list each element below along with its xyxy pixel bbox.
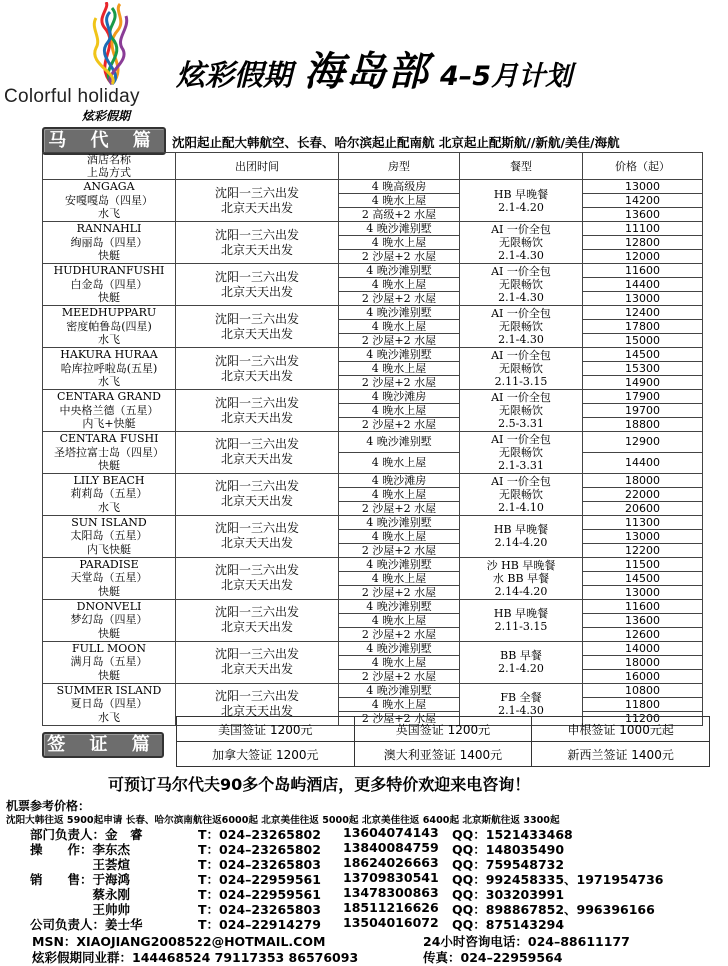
departure-line: 沈阳一三六出发	[214, 647, 299, 661]
hotel-en: FULL MOON	[72, 641, 146, 655]
meal-line: 2.1-4.30	[498, 249, 544, 262]
airfare-line: 沈阳大韩往返 5900起申请 长春、哈尔滨南航往返6000起 北京美佳往返 5000起 北京美佳往返 6400起 北京斯航往返 3300起	[6, 815, 560, 826]
departure-cell	[176, 432, 339, 474]
meal-cell	[460, 390, 583, 432]
departure-cell	[176, 515, 339, 557]
contact-qq: QQ：1521433468	[452, 827, 573, 842]
visa-price-table	[176, 716, 710, 767]
hotel-cn: 满月岛（五星）	[70, 655, 148, 668]
departure-line: 北京天天出发	[220, 536, 293, 550]
hotel-cell	[43, 222, 176, 264]
price: 11200	[583, 711, 703, 725]
price: 13600	[583, 208, 703, 222]
hotel-transfer: 快艇	[98, 668, 120, 682]
meal-line: 无限畅饮	[499, 487, 543, 501]
contact-person: 销 售：于海鸿	[30, 872, 131, 887]
departure-cell	[176, 473, 339, 515]
hotel-en: SUMMER ISLAND	[56, 683, 162, 697]
hotel-cn: 安嘎嘎岛（四星）	[65, 193, 153, 207]
departure-line: 沈阳一三六出发	[214, 269, 299, 284]
meal-line: AI 一价全包	[491, 349, 551, 362]
contact-mobile: 13504016072	[343, 915, 439, 930]
room-type: 4 晚沙滩别墅	[339, 599, 460, 613]
price: 18000	[583, 473, 703, 487]
room-type: 2 沙屋+2 水屋	[339, 292, 460, 306]
price: 12900	[583, 432, 703, 453]
meal-line: 水 BB 早餐	[492, 571, 550, 585]
table-row	[43, 599, 703, 613]
section-tag-visa: 签 证 篇	[42, 732, 164, 758]
table-row	[43, 390, 703, 404]
table-row	[43, 641, 703, 655]
departure-line: 北京天天出发	[220, 326, 293, 341]
meal-line: 2.1-4.30	[498, 333, 544, 346]
hotel-cell	[43, 473, 176, 515]
hotel-cell	[43, 180, 176, 222]
meal-line: HB 早晚餐	[493, 607, 549, 620]
hotel-table-body	[43, 180, 703, 726]
visa-cell: 美国签证 1200元	[177, 717, 355, 742]
meal-line: AI 一价全包	[491, 474, 551, 488]
meal-line: 无限畅饮	[499, 362, 543, 375]
departure-line: 北京天天出发	[220, 494, 293, 508]
price: 12600	[583, 627, 703, 641]
contact-person: 王帅帅	[30, 902, 131, 917]
promo-banner: 可预订马尔代夫90多个岛屿酒店，更多特价欢迎来电咨询！	[108, 775, 531, 794]
room-type: 2 沙屋+2 水屋	[339, 501, 460, 515]
hotel-cn: 太阳岛（五星）	[70, 529, 148, 542]
hotel-cell	[43, 432, 176, 474]
price: 13000	[583, 585, 703, 599]
price: 12200	[583, 543, 703, 557]
meal-line: 无限畅饮	[499, 236, 543, 249]
meal-line: 2.1-4.30	[498, 704, 544, 717]
table-row	[43, 557, 703, 571]
meal-line: AI 一价全包	[491, 432, 551, 446]
room-type: 2 沙屋+2 水屋	[339, 669, 460, 683]
meal-cell	[460, 180, 583, 222]
table-row	[43, 306, 703, 320]
price: 20600	[583, 501, 703, 515]
table-row	[43, 264, 703, 278]
table-row	[43, 348, 703, 362]
price: 11100	[583, 222, 703, 236]
visa-cell: 澳大利亚签证 1400元	[354, 742, 532, 767]
hotel-en: HAKURA HURAA	[60, 348, 158, 361]
meal-cell	[460, 432, 583, 474]
price: 11600	[583, 599, 703, 613]
departure-cell	[176, 390, 339, 432]
price: 14500	[583, 348, 703, 362]
price: 18800	[583, 418, 703, 432]
room-type: 4 晚水上屋	[339, 655, 460, 669]
contact-mobile: 13604074143	[343, 825, 439, 840]
contact-mobile: 18624026663	[343, 855, 439, 870]
hotel-cn: 白金岛（四星）	[70, 277, 148, 291]
departure-cell	[176, 264, 339, 306]
departure-line: 沈阳一三六出发	[214, 227, 299, 242]
room-type: 4 晚沙滩别墅	[339, 515, 460, 529]
airfare-label: 机票参考价格：	[6, 799, 91, 813]
contact-person: 公司负责人：姜士华	[30, 917, 143, 932]
price: 15300	[583, 362, 703, 376]
meal-line: 2.1-4.10	[498, 500, 544, 514]
departure-cell	[176, 641, 339, 683]
title-part2: 海岛部	[304, 49, 431, 95]
room-type: 4 晚水上屋	[339, 487, 460, 501]
price: 14900	[583, 376, 703, 390]
contact-mobile: 13709830541	[343, 870, 439, 885]
meal-line: 2.1-4.20	[498, 200, 544, 214]
room-type: 4 晚水上屋	[339, 571, 460, 585]
meal-line: AI 一价全包	[491, 391, 551, 404]
meal-line: HB 早晚餐	[493, 523, 549, 536]
room-type: 4 晚水上屋	[339, 697, 460, 711]
hotel-transfer: 内飞快艇	[87, 542, 131, 556]
departure-line: 北京天天出发	[220, 284, 293, 299]
table-row	[43, 222, 703, 236]
contact-tel: T：024–23265802	[198, 842, 321, 857]
departure-line: 沈阳一三六出发	[214, 353, 299, 368]
room-type: 4 晚沙滩别墅	[339, 264, 460, 278]
hotline: 24小时咨询电话：024–88611177	[423, 934, 630, 949]
hotel-cn: 莉莉岛（五星）	[70, 487, 148, 500]
title-part3: 4–5月计划	[440, 61, 573, 92]
room-type: 4 晚沙滩别墅	[339, 432, 460, 453]
departure-line: 北京天天出发	[220, 704, 293, 718]
page-title	[176, 40, 572, 97]
header-room: 房型	[339, 153, 460, 180]
price: 16000	[583, 669, 703, 683]
meal-line: 2.1-4.20	[498, 662, 544, 675]
departure-line: 沈阳一三六出发	[214, 563, 299, 577]
room-type: 4 晚水上屋	[339, 404, 460, 418]
price: 22000	[583, 487, 703, 501]
meal-line: 无限畅饮	[499, 278, 543, 291]
room-type: 4 晚沙滩别墅	[339, 683, 460, 697]
visa-cell: 申根签证 1000元起	[532, 717, 710, 742]
header-departure: 出团时间	[176, 153, 339, 180]
room-type: 4 晚沙滩别墅	[339, 348, 460, 362]
room-type: 4 晚沙滩房	[339, 473, 460, 487]
room-type: 4 晚水上屋	[339, 613, 460, 627]
meal-cell	[460, 641, 583, 683]
departure-line: 北京天天出发	[220, 662, 293, 676]
departure-cell	[176, 348, 339, 390]
hotel-transfer: 水飞	[98, 333, 120, 346]
contact-qq: QQ：992458335、1971954736	[452, 872, 664, 887]
table-header-row	[43, 153, 703, 180]
hotel-cell	[43, 599, 176, 641]
room-type: 4 晚沙滩别墅	[339, 222, 460, 236]
room-type: 4 晚沙滩别墅	[339, 306, 460, 320]
fax: 传真：024–22959564	[423, 950, 563, 965]
room-type: 2 沙屋+2 水屋	[339, 627, 460, 641]
price: 10800	[583, 683, 703, 697]
meal-line: 沙 HB 早晚餐	[486, 558, 556, 572]
contact-qq: QQ：875143294	[452, 917, 565, 932]
price: 13000	[583, 180, 703, 194]
room-type: 2 沙屋+2 水屋	[339, 711, 460, 725]
hotel-cell	[43, 390, 176, 432]
price: 12000	[583, 250, 703, 264]
departure-line: 北京天天出发	[220, 368, 293, 383]
flame-logo-icon	[82, 2, 140, 86]
meal-line: HB 早晚餐	[493, 187, 549, 201]
brand-name-en: Colorful holiday	[4, 86, 140, 107]
table-row	[43, 432, 703, 453]
contact-mobile: 18511216626	[343, 900, 439, 915]
hotel-en: MEEDHUPPARU	[61, 306, 157, 319]
price: 11500	[583, 557, 703, 571]
meal-cell	[460, 557, 583, 599]
brand-name-cn: 炫彩假期	[82, 109, 131, 123]
contact-mobile: 13840084759	[343, 840, 439, 855]
header-price: 价格（起）	[583, 153, 703, 180]
departure-line: 沈阳一三六出发	[214, 521, 299, 535]
departure-line: 北京天天出发	[220, 578, 293, 592]
hotel-transfer: 内飞+快艇	[82, 417, 136, 430]
header-meal: 餐型	[460, 153, 583, 180]
hotel-en: ANGAGA	[83, 180, 135, 193]
hotel-cell	[43, 641, 176, 683]
price: 14000	[583, 641, 703, 655]
hotel-cn: 圣塔拉富士岛（四星）	[54, 445, 164, 459]
price: 12400	[583, 306, 703, 320]
hotel-cn: 密度帕鲁岛(四星)	[66, 319, 152, 333]
table-row	[43, 473, 703, 487]
price: 15000	[583, 334, 703, 348]
hotel-en: SUN ISLAND	[71, 515, 147, 529]
price: 14500	[583, 571, 703, 585]
meal-cell	[460, 473, 583, 515]
hotel-transfer: 快艇	[98, 584, 120, 598]
table-row	[43, 683, 703, 697]
departure-line: 沈阳一三六出发	[214, 437, 299, 452]
meal-line: FB 全餐	[500, 691, 542, 704]
meal-cell	[460, 599, 583, 641]
hotel-cn: 夏日岛（四星）	[70, 697, 148, 710]
partner-group: 炫彩假期同业群：144468524 79117353 86576093	[32, 950, 359, 965]
price: 17900	[583, 390, 703, 404]
contact-tel: T：024–22914279	[198, 917, 321, 932]
contact-person: 部门负责人：金 睿	[30, 827, 143, 842]
room-type: 2 沙屋+2 水屋	[339, 543, 460, 557]
price: 13000	[583, 292, 703, 306]
meal-line: 无限畅饮	[499, 320, 543, 333]
meal-cell	[460, 222, 583, 264]
contact-tel: T：024–22959561	[198, 887, 321, 902]
departure-line: 沈阳一三六出发	[214, 605, 299, 619]
room-type: 2 沙屋+2 水屋	[339, 418, 460, 432]
departure-line: 北京天天出发	[220, 200, 293, 215]
price: 11300	[583, 515, 703, 529]
contact-tel: T：024–22959561	[198, 872, 321, 887]
room-type: 4 晚沙滩房	[339, 390, 460, 404]
hotel-cell	[43, 515, 176, 557]
meal-line: 2.1-3.31	[498, 458, 544, 472]
price: 13600	[583, 613, 703, 627]
meal-line: AI 一价全包	[491, 265, 551, 278]
meal-cell	[460, 264, 583, 306]
room-type: 2 沙屋+2 水屋	[339, 585, 460, 599]
price: 18000	[583, 655, 703, 669]
meal-line: 2.11-3.15	[494, 620, 548, 633]
meal-cell	[460, 348, 583, 390]
section-tag-maldives: 马 代 篇	[42, 127, 166, 155]
visa-cell: 英国签证 1200元	[354, 717, 532, 742]
hotel-transfer: 水飞	[98, 710, 120, 724]
hotel-en: PARADISE	[79, 557, 139, 571]
departure-cell	[176, 180, 339, 222]
room-type: 4 晚水上屋	[339, 452, 460, 473]
hotel-cn: 绚丽岛（四星）	[70, 235, 148, 249]
room-type: 2 沙屋+2 水屋	[339, 250, 460, 264]
hotel-cell	[43, 557, 176, 599]
msn-contact: MSN：XIAOJIANG2008522@HOTMAIL.COM	[32, 934, 326, 949]
room-type: 2 沙屋+2 水屋	[339, 334, 460, 348]
contact-tel: T：024–23265803	[198, 857, 321, 872]
hotel-price-table	[42, 152, 703, 726]
meal-line: 2.11-3.15	[494, 375, 548, 388]
table-row	[43, 180, 703, 194]
departure-line: 北京天天出发	[220, 620, 293, 634]
price: 12800	[583, 236, 703, 250]
room-type: 4 晚水上屋	[339, 362, 460, 376]
departure-cell	[176, 599, 339, 641]
contact-qq: QQ：898867852、996396166	[452, 902, 655, 917]
departure-line: 北京天天出发	[220, 242, 293, 257]
departure-line: 沈阳一三六出发	[214, 185, 299, 200]
hotel-cell	[43, 306, 176, 348]
header-hotel: 酒店名称 上岛方式	[43, 153, 176, 180]
room-type: 4 晚高级房	[339, 180, 460, 194]
departure-line: 北京天天出发	[220, 410, 293, 425]
meal-cell	[460, 306, 583, 348]
price: 11800	[583, 697, 703, 711]
brand-logo	[4, 2, 164, 122]
departure-line: 沈阳一三六出发	[214, 311, 299, 326]
visa-cell: 加拿大签证 1200元	[177, 742, 355, 767]
departure-line: 沈阳一三六出发	[214, 479, 299, 493]
price: 11600	[583, 264, 703, 278]
departure-line: 沈阳一三六出发	[214, 395, 299, 410]
hotel-transfer: 水飞	[98, 375, 120, 388]
title-part1: 炫彩假期	[176, 58, 293, 92]
meal-line: 无限畅饮	[499, 404, 543, 417]
room-type: 4 晚水上屋	[339, 529, 460, 543]
hotel-transfer: 快艇	[98, 291, 120, 304]
contact-qq: QQ：759548732	[452, 857, 565, 872]
contact-person: 蔡永刚	[30, 887, 131, 902]
room-type: 4 晚水上屋	[339, 194, 460, 208]
price: 13000	[583, 529, 703, 543]
room-type: 4 晚水上屋	[339, 278, 460, 292]
hotel-cell	[43, 683, 176, 725]
visa-cell: 新西兰签证 1400元	[532, 742, 710, 767]
table-row	[43, 515, 703, 529]
departure-cell	[176, 306, 339, 348]
hotel-cn: 梦幻岛（四星）	[70, 613, 148, 626]
hotel-transfer: 水飞	[98, 207, 120, 220]
meal-line: BB 早餐	[500, 649, 542, 662]
contact-person: 操 作：李东杰	[30, 842, 131, 857]
hotel-cn: 哈库拉呼啦岛(五星)	[60, 361, 158, 375]
meal-cell	[460, 515, 583, 557]
room-type: 2 沙屋+2 水屋	[339, 376, 460, 390]
contact-tel: T：024–23265802	[198, 827, 321, 842]
contact-tel: T：024–23265803	[198, 902, 321, 917]
hotel-en: CENTARA FUSHI	[59, 432, 159, 445]
price: 14400	[583, 278, 703, 292]
room-type: 4 晚沙滩别墅	[339, 641, 460, 655]
hotel-transfer: 水飞	[98, 500, 120, 514]
contact-mobile: 13478300863	[343, 885, 439, 900]
departure-cell	[176, 222, 339, 264]
price: 14400	[583, 452, 703, 473]
departure-cell	[176, 557, 339, 599]
meal-line: 2.5-3.31	[498, 417, 544, 430]
departure-line: 北京天天出发	[220, 452, 293, 467]
price: 14200	[583, 194, 703, 208]
meal-line: AI 一价全包	[491, 307, 551, 320]
hotel-cn: 天堂岛（五星）	[70, 571, 148, 584]
room-type: 4 晚水上屋	[339, 236, 460, 250]
meal-line: 无限畅饮	[499, 445, 543, 459]
hotel-transfer: 快艇	[98, 626, 120, 640]
hotel-en: RANNAHLI	[76, 222, 142, 235]
meal-line: AI 一价全包	[491, 223, 551, 236]
room-type: 4 晚沙滩别墅	[339, 557, 460, 571]
visa-row	[177, 742, 710, 767]
room-type: 4 晚水上屋	[339, 320, 460, 334]
hotel-en: HUDHURANFUSHI	[53, 264, 165, 277]
contact-qq: QQ：148035490	[452, 842, 565, 857]
hotel-transfer: 快艇	[98, 249, 120, 262]
contact-person: 王荟煊	[30, 857, 131, 872]
hotel-cell	[43, 348, 176, 390]
hotel-en: CENTARA GRAND	[57, 390, 161, 403]
meal-line: 2.14-4.20	[494, 584, 548, 598]
visa-row	[177, 717, 710, 742]
hotel-en: LILY BEACH	[73, 473, 145, 487]
hotel-en: DNONVELI	[76, 599, 142, 613]
departure-line: 沈阳一三六出发	[214, 689, 299, 703]
airline-info: 沈阳起止配大韩航空、长春、哈尔滨起止配南航 北京起止配斯航//新航/美佳/海航	[172, 135, 620, 150]
meal-line: 2.1-4.30	[498, 291, 544, 304]
room-type: 2 高级+2 水屋	[339, 208, 460, 222]
contact-qq: QQ：303203991	[452, 887, 565, 902]
hotel-cell	[43, 264, 176, 306]
price: 19700	[583, 404, 703, 418]
meal-line: 2.14-4.20	[494, 536, 548, 549]
hotel-cn: 中央格兰德（五星）	[59, 403, 159, 417]
price: 17800	[583, 320, 703, 334]
hotel-transfer: 快艇	[98, 459, 120, 472]
